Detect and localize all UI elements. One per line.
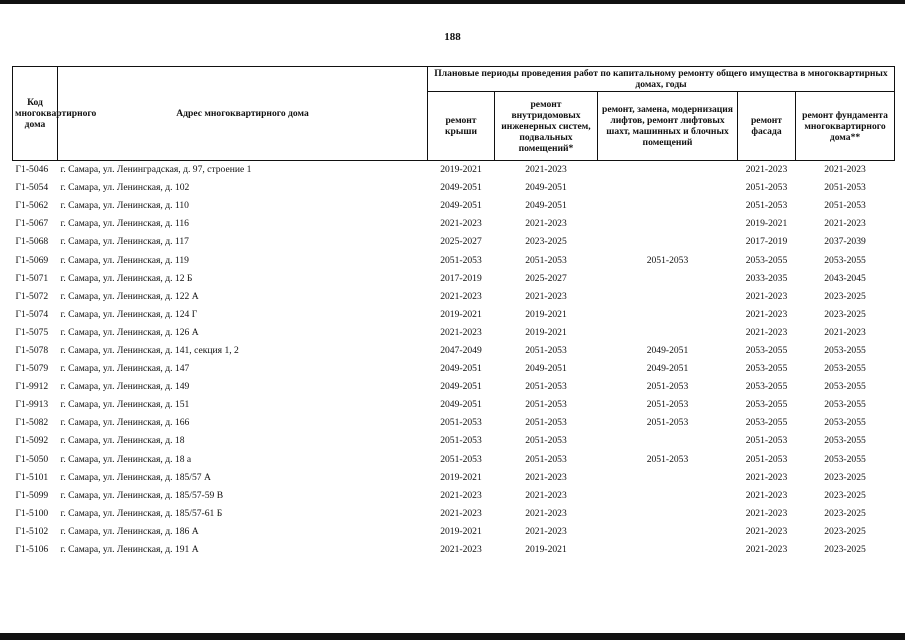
cell-engineering: 2021-2023 — [525, 507, 567, 519]
cell-roof: 2021-2023 — [440, 326, 482, 338]
header-address: Адрес многоквартирного дома — [58, 67, 428, 161]
table-row — [13, 324, 895, 342]
cell-address: г. Самара, ул. Ленинская, д. 185/57-59 В — [60, 489, 224, 501]
cell-code: Г1-5106 — [15, 544, 49, 556]
cell-roof: 2021-2023 — [440, 218, 482, 230]
header-roof: ремонт крыши — [428, 92, 495, 161]
cell-code: Г1-5102 — [15, 525, 49, 537]
cell-engineering: 2019-2021 — [525, 326, 567, 338]
cell-address: г. Самара, ул. Ленинская, д. 186 А — [60, 525, 199, 537]
cell-facade: 2053-2055 — [745, 363, 788, 375]
cell-elevators: 2051-2053 — [646, 399, 689, 411]
cell-code: Г1-5082 — [15, 417, 49, 429]
cell-roof: 2019-2021 — [440, 308, 482, 320]
cell-roof: 2049-2051 — [440, 363, 482, 375]
header-engineering: ремонт внутридомовых инженерных систем, подвальных помещений* — [495, 92, 598, 161]
cell-engineering: 2021-2023 — [525, 471, 567, 483]
cell-elevators: 2051-2053 — [646, 417, 689, 429]
cell-elevators: 2051-2053 — [646, 381, 689, 393]
cell-facade: 2021-2023 — [745, 326, 788, 338]
cell-address: г. Самара, ул. Ленинская, д. 12 Б — [60, 272, 193, 284]
cell-code: Г1-5099 — [15, 489, 49, 501]
cell-facade: 2017-2019 — [745, 236, 788, 248]
cell-address: г. Самара, ул. Ленинская, д. 166 — [60, 417, 190, 429]
cell-address: г. Самара, ул. Ленинская, д. 116 — [60, 218, 189, 230]
cell-facade: 2021-2023 — [745, 164, 788, 176]
cell-roof: 2019-2021 — [440, 525, 482, 537]
cell-foundation: 2053-2055 — [824, 453, 866, 465]
cell-foundation: 2037-2039 — [824, 236, 866, 248]
cell-facade: 2053-2055 — [745, 399, 788, 411]
cell-elevators: 2051-2053 — [646, 254, 689, 266]
cell-engineering: 2021-2023 — [525, 489, 567, 501]
cell-code: Г1-5067 — [15, 218, 49, 230]
cell-facade: 2021-2023 — [745, 290, 788, 302]
cell-engineering: 2023-2025 — [525, 236, 567, 248]
cell-facade: 2053-2055 — [745, 344, 788, 356]
cell-address: г. Самара, ул. Ленинская, д. 185/57 А — [60, 471, 211, 483]
table-row — [13, 432, 895, 450]
cell-code: Г1-5071 — [15, 272, 49, 284]
cell-engineering: 2051-2053 — [525, 453, 567, 465]
cell-facade: 2021-2023 — [745, 544, 788, 556]
cell-code: Г1-9913 — [15, 399, 49, 411]
cell-facade: 2051-2053 — [745, 200, 788, 212]
cell-elevators — [598, 523, 738, 541]
cell-address: г. Самара, ул. Ленинская, д. 119 — [60, 254, 189, 266]
bottom-border-rule — [0, 633, 905, 640]
cell-engineering: 2021-2023 — [525, 525, 567, 537]
cell-engineering: 2051-2053 — [525, 417, 567, 429]
cell-foundation: 2043-2045 — [824, 272, 866, 284]
cell-roof: 2019-2021 — [440, 164, 482, 176]
cell-elevators — [598, 161, 738, 180]
cell-foundation: 2051-2053 — [824, 182, 866, 194]
cell-foundation: 2053-2055 — [824, 381, 866, 393]
cell-address: г. Самара, ул. Ленинская, д. 124 Г — [60, 308, 198, 320]
cell-foundation: 2023-2025 — [824, 525, 866, 537]
cell-elevators — [598, 179, 738, 197]
table-row — [13, 541, 895, 559]
cell-code: Г1-5101 — [15, 471, 49, 483]
cell-facade: 2021-2023 — [745, 308, 788, 320]
header-facade: ремонт фасада — [738, 92, 796, 161]
table-row — [13, 451, 895, 469]
table-row — [13, 396, 895, 414]
table-row — [13, 251, 895, 269]
cell-code: Г1-5072 — [15, 290, 49, 302]
cell-elevators — [598, 469, 738, 487]
cell-code: Г1-5074 — [15, 308, 49, 320]
table-row — [13, 414, 895, 432]
cell-elevators — [598, 215, 738, 233]
cell-elevators — [598, 233, 738, 251]
cell-engineering: 2049-2051 — [525, 200, 567, 212]
cell-foundation: 2053-2055 — [824, 417, 866, 429]
table-header — [13, 67, 895, 161]
cell-code: Г1-5078 — [15, 344, 49, 356]
cell-foundation: 2023-2025 — [824, 507, 866, 519]
cell-foundation: 2021-2023 — [824, 164, 866, 176]
cell-facade: 2053-2055 — [745, 254, 788, 266]
cell-elevators — [598, 505, 738, 523]
table-row — [13, 161, 895, 180]
cell-roof: 2049-2051 — [440, 200, 482, 212]
cell-foundation: 2023-2025 — [824, 308, 866, 320]
cell-code: Г1-5068 — [15, 236, 49, 248]
header-foundation: ремонт фундамента многоквартирного дома** — [796, 92, 895, 161]
table-row — [13, 215, 895, 233]
cell-address: г. Самара, ул. Ленинская, д. 117 — [60, 236, 189, 248]
cell-facade: 2033-2035 — [745, 272, 788, 284]
cell-engineering: 2051-2053 — [525, 435, 567, 447]
cell-address: г. Самара, ул. Ленинская, д. 18 а — [60, 453, 192, 465]
cell-foundation: 2053-2055 — [824, 344, 866, 356]
cell-address: г. Самара, ул. Ленинская, д. 141, секция 1, 2 — [60, 344, 239, 356]
cell-foundation: 2053-2055 — [824, 399, 866, 411]
page-number: 188 — [444, 31, 461, 43]
cell-elevators — [598, 197, 738, 215]
cell-code: Г1-5079 — [15, 363, 49, 375]
table-row — [13, 523, 895, 541]
cell-code: Г1-5075 — [15, 326, 49, 338]
repair-schedule-table — [12, 66, 895, 559]
cell-roof: 2049-2051 — [440, 399, 482, 411]
cell-roof: 2017-2019 — [440, 272, 482, 284]
cell-roof: 2021-2023 — [440, 544, 482, 556]
cell-address: г. Самара, ул. Ленинградская, д. 97, строение 1 — [60, 164, 252, 176]
cell-engineering: 2019-2021 — [525, 544, 567, 556]
cell-facade: 2021-2023 — [745, 471, 788, 483]
cell-foundation: 2023-2025 — [824, 290, 866, 302]
cell-engineering: 2019-2021 — [525, 308, 567, 320]
cell-roof: 2047-2049 — [440, 344, 482, 356]
cell-elevators: 2051-2053 — [646, 453, 689, 465]
cell-elevators — [598, 288, 738, 306]
cell-engineering: 2051-2053 — [525, 344, 567, 356]
cell-foundation: 2051-2053 — [824, 200, 866, 212]
cell-address: г. Самара, ул. Ленинская, д. 147 — [60, 363, 190, 375]
cell-facade: 2051-2053 — [745, 453, 788, 465]
top-border-rule — [0, 0, 905, 4]
cell-elevators — [598, 432, 738, 450]
cell-code: Г1-5054 — [15, 182, 49, 194]
header-code: Код многоквартирного дома — [13, 67, 58, 161]
table-row — [13, 288, 895, 306]
cell-code: Г1-5092 — [15, 435, 49, 447]
cell-foundation: 2023-2025 — [824, 471, 866, 483]
cell-engineering: 2021-2023 — [525, 164, 567, 176]
cell-foundation: 2021-2023 — [824, 326, 866, 338]
cell-roof: 2049-2051 — [440, 381, 482, 393]
cell-address: г. Самара, ул. Ленинская, д. 149 — [60, 381, 190, 393]
table-row — [13, 179, 895, 197]
cell-foundation: 2023-2025 — [824, 489, 866, 501]
cell-elevators — [598, 487, 738, 505]
cell-engineering: 2021-2023 — [525, 218, 567, 230]
cell-foundation: 2021-2023 — [824, 218, 866, 230]
cell-foundation: 2053-2055 — [824, 363, 866, 375]
cell-address: г. Самара, ул. Ленинская, д. 18 — [60, 435, 185, 447]
cell-elevators: 2049-2051 — [646, 363, 689, 375]
cell-elevators — [598, 324, 738, 342]
table-row — [13, 306, 895, 324]
cell-address: г. Самара, ул. Ленинская, д. 110 — [60, 200, 189, 212]
cell-roof: 2025-2027 — [440, 236, 482, 248]
cell-facade: 2021-2023 — [745, 525, 788, 537]
cell-elevators: 2049-2051 — [646, 344, 689, 356]
cell-engineering: 2025-2027 — [525, 272, 567, 284]
cell-code: Г1-5069 — [15, 254, 49, 266]
cell-code: Г1-5050 — [15, 453, 49, 465]
cell-roof: 2051-2053 — [440, 435, 482, 447]
cell-engineering: 2021-2023 — [525, 290, 567, 302]
cell-address: г. Самара, ул. Ленинская, д. 191 А — [60, 544, 199, 556]
table-row — [13, 360, 895, 378]
cell-elevators — [598, 306, 738, 324]
cell-facade: 2053-2055 — [745, 417, 788, 429]
table-body — [13, 161, 895, 560]
table-row — [13, 342, 895, 360]
cell-code: Г1-9912 — [15, 381, 49, 393]
table-row — [13, 505, 895, 523]
table-row — [13, 487, 895, 505]
header-elevators: ремонт, замена, модернизация лифтов, ремонт лифтовых шахт, машинных и блочных помещений — [598, 92, 738, 161]
cell-roof: 2051-2053 — [440, 254, 482, 266]
cell-address: г. Самара, ул. Ленинская, д. 122 А — [60, 290, 199, 302]
cell-code: Г1-5100 — [15, 507, 49, 519]
cell-elevators — [598, 541, 738, 559]
table-row — [13, 233, 895, 251]
header-planned-periods: Плановые периоды проведения работ по капитальному ремонту общего имущества в многоквартирных домах, годы — [428, 67, 895, 92]
cell-engineering: 2051-2053 — [525, 399, 567, 411]
cell-code: Г1-5062 — [15, 200, 49, 212]
table-row — [13, 270, 895, 288]
cell-roof: 2049-2051 — [440, 182, 482, 194]
cell-engineering: 2049-2051 — [525, 182, 567, 194]
cell-address: г. Самара, ул. Ленинская, д. 185/57-61 Б — [60, 507, 223, 519]
cell-facade: 2019-2021 — [745, 218, 788, 230]
table-row — [13, 469, 895, 487]
cell-elevators — [598, 270, 738, 288]
cell-foundation: 2023-2025 — [824, 544, 866, 556]
cell-facade: 2051-2053 — [745, 182, 788, 194]
table-row — [13, 197, 895, 215]
cell-engineering: 2051-2053 — [525, 254, 567, 266]
cell-facade: 2051-2053 — [745, 435, 788, 447]
cell-roof: 2021-2023 — [440, 290, 482, 302]
cell-address: г. Самара, ул. Ленинская, д. 102 — [60, 182, 190, 194]
cell-foundation: 2053-2055 — [824, 435, 866, 447]
cell-address: г. Самара, ул. Ленинская, д. 151 — [60, 399, 190, 411]
cell-engineering: 2051-2053 — [525, 381, 567, 393]
cell-roof: 2051-2053 — [440, 453, 482, 465]
cell-address: г. Самара, ул. Ленинская, д. 126 А — [60, 326, 199, 338]
cell-facade: 2021-2023 — [745, 489, 788, 501]
cell-facade: 2021-2023 — [745, 507, 788, 519]
cell-roof: 2021-2023 — [440, 507, 482, 519]
cell-roof: 2051-2053 — [440, 417, 482, 429]
cell-code: Г1-5046 — [15, 164, 49, 176]
cell-roof: 2019-2021 — [440, 471, 482, 483]
cell-roof: 2021-2023 — [440, 489, 482, 501]
cell-facade: 2053-2055 — [745, 381, 788, 393]
cell-foundation: 2053-2055 — [824, 254, 866, 266]
cell-engineering: 2049-2051 — [525, 363, 567, 375]
table-row — [13, 378, 895, 396]
